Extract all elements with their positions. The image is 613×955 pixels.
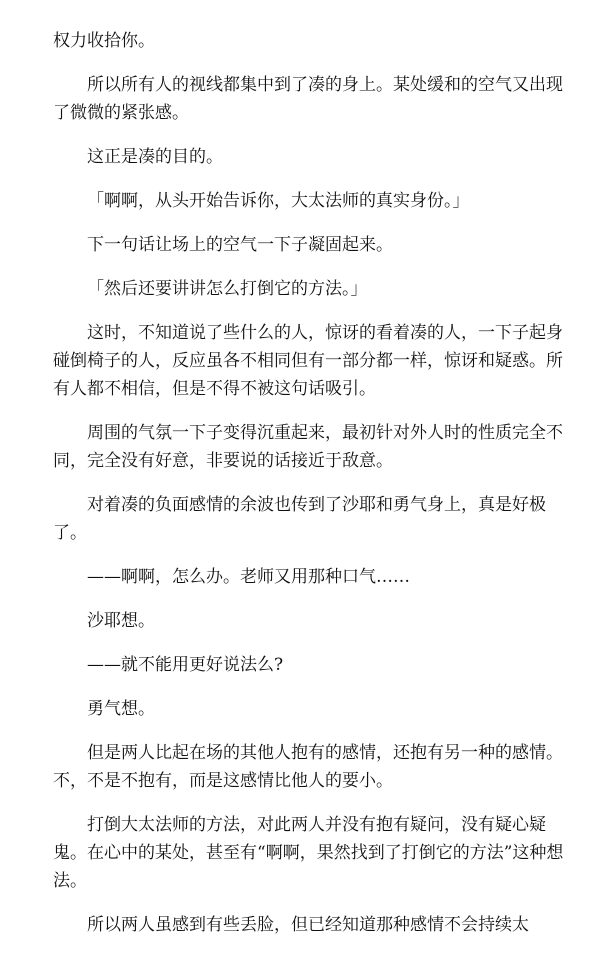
paragraph: 下一句话让场上的空气一下子凝固起来。	[87, 235, 393, 255]
paragraph: 打倒大太法师的方法，对此两人并没有抱有疑问，没有疑心疑鬼。在心中的某处，甚至有“啊啊，果然找到了打倒它的方法”这种想法。	[53, 815, 564, 891]
paragraph: ——啊啊，怎么办。老师又用那种口气……	[87, 567, 410, 587]
paragraph: 但是两人比起在场的其他人抱有的感情，还抱有另一种的感情。不，不是不抱有，而是这感情比他人的要小。	[53, 743, 563, 791]
paragraph: 这正是凑的目的。	[87, 147, 223, 167]
document-page	[53, 27, 571, 955]
paragraph: ——就不能用更好说法么?	[87, 655, 284, 675]
paragraph: 「然后还要讲讲怎么打倒它的方法。」	[87, 279, 368, 299]
paragraph: 这时，不知道说了些什么的人，惊讶的看着凑的人，一下子起身碰倒椅子的人，反应虽各不相同但有一部分都一样，惊讶和疑惑。所有人都不相信，但是不得不被这句话吸引。	[53, 323, 563, 399]
paragraph: 所以所有人的视线都集中到了凑的身上。某处缓和的空气又出现了微微的紧张感。	[53, 75, 563, 123]
paragraph: 所以两人虽感到有些丢脸，但已经知道那种感情不会持续太	[87, 915, 529, 935]
paragraph: 沙耶想。	[87, 611, 155, 631]
paragraph: 权力收拾你。	[53, 31, 155, 51]
paragraph: 勇气想。	[87, 699, 155, 719]
paragraph: 周围的气氛一下子变得沉重起来，最初针对外人时的性质完全不同，完全没有好意，非要说的话接近于敌意。	[53, 423, 563, 471]
paragraph: 对着凑的负面感情的余波也传到了沙耶和勇气身上，真是好极了。	[53, 495, 546, 543]
paragraph: 「啊啊，从头开始告诉你，大太法师的真实身份。」	[87, 191, 470, 211]
